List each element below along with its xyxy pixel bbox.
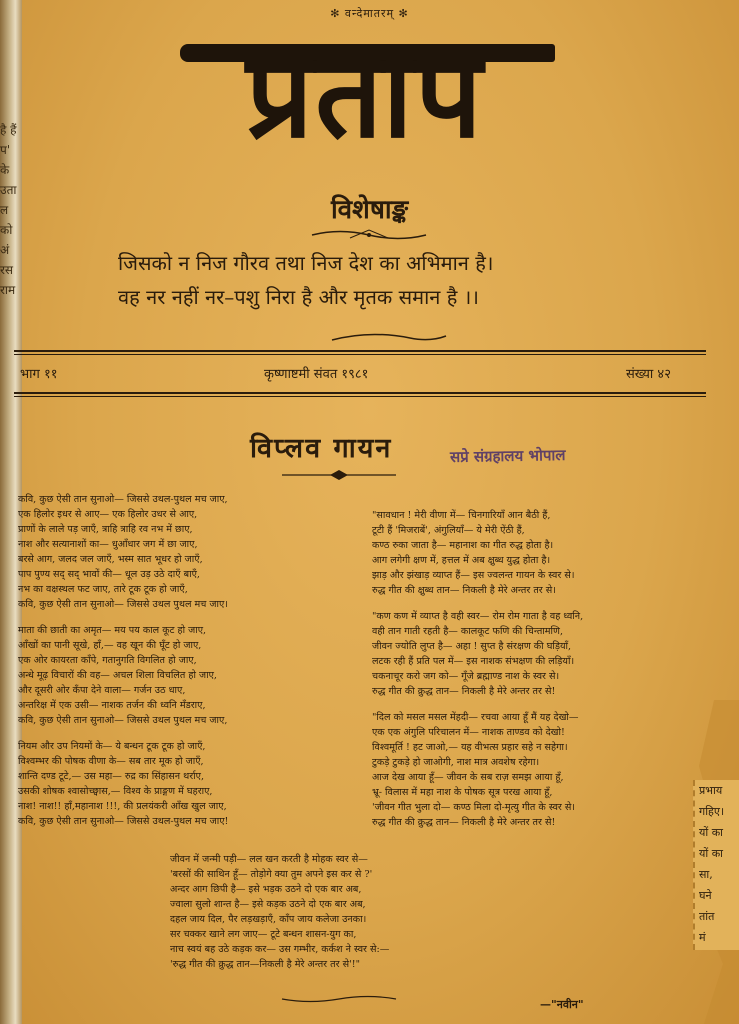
poem-line: "सावधान ! मेरी वीणा में— चिनगारियाँ आन बैठी हैं, [372, 510, 551, 521]
poem-line: कवि, कुछ ऐसी तान सुनाओ— जिससे उथल पुथल मच जाए, [18, 715, 228, 726]
next-page-text: तांत [699, 910, 715, 923]
poem-line: अन्तरिक्ष में एक उसी— नाशक तर्जन की ध्वनि मँडराए, [18, 700, 206, 711]
title-underline-ornament-icon [280, 466, 398, 484]
poem-line: रुद्ध गीत की क्रुद्ध तान— निकली है मेरे अन्तर तर से! [372, 686, 556, 697]
next-page-text: सा, [699, 868, 713, 881]
poem-left-column [18, 492, 228, 840]
poem-line: कवि, कुछ ऐसी तान सुनाओ— जिससे उथल-पुथल मच जाए! [18, 816, 229, 827]
poem-line: कवि, कुछ ऐसी तान सुनाओ— जिससे उथल पुथल मच जाए। [18, 599, 228, 610]
top-rule [14, 350, 706, 352]
poem-line: विश्वम्भर की पोषक वीणा के— सब तार मूक हो जाएँ, [18, 756, 204, 767]
poem-line: एक एक अंगुलि परिचालन में— नाशक ताण्डव को देखो! [372, 727, 565, 738]
stanza [18, 623, 228, 728]
poem-line: टूटी हैं 'मिजराबें', अंगुलियाँ— ये मेरी ऐंठी हैं, [372, 525, 525, 536]
poem-author: —"नवीन" [540, 998, 584, 1011]
poem-line: 'जीवन गीत भुला दो— कण्ठ मिला दो-मृत्यु गीत के स्वर से। [372, 802, 575, 813]
next-page-text: यों का [699, 847, 724, 860]
next-page-text: गहिए। [699, 805, 725, 818]
poem-line: टुकड़े टुकड़े हो जाओगी, नाश मात्र अवशेष रहेगा। [372, 757, 540, 768]
poem-line: ज्वाला सुलो शान्त है— इसे कड़क उठने दो एक बार अब, [170, 899, 366, 910]
poem-line: नाश और सत्यानाशों का— धुआँधार जग में छा जाए, [18, 539, 198, 550]
stanza [372, 609, 583, 699]
poem-line: अन्धे मूढ़ विचारों की वह— अचल शिला विचलित हो जाए, [18, 670, 217, 681]
poem-line: जीवन में जन्मी पड़ी— लल खन करती है मोहक स्वर से— [170, 854, 368, 865]
poem-line: झाड़ और झंखाड़ व्याप्त हैं— इस ज्वलन्त गायन के स्वर से। [372, 570, 575, 581]
ornament-swash-icon [330, 330, 448, 348]
prev-page-text: रस [0, 263, 14, 277]
end-ornament-icon [280, 990, 398, 1008]
special-issue-label: विशेषाङ्क [330, 195, 409, 225]
issue-date: कृष्णाष्टमी संवत १९८१ [264, 367, 369, 382]
poem-line: नाच स्वयं बह उठे कड़क कर— उस गम्भीर, कर्कश ने स्वर से:— [170, 944, 390, 955]
poem-line: भ्रू- विलास में महा नाश के पोषक सूत्र परख आया हूँ, [372, 787, 553, 798]
poem-line: दहल जाय दिल, पैर लड़खड़ाएँ, काँप जाय कलेजा उनका। [170, 914, 367, 925]
poem-line: आग लगेगी क्षण में, हत्तल में अब क्षुब्ध युद्ध होता है। [372, 555, 551, 566]
poem-line: कवि, कुछ ऐसी तान सुनाओ— जिससे उथल-पुथल मच जाए, [18, 494, 228, 505]
prev-page-text: राम [0, 283, 16, 297]
poem-line: शान्ति दण्ड टूटे,— उस महा— रुद्र का सिंहासन थर्राए, [18, 771, 205, 782]
poem-line: 'बरसों की साथिन हूँ— तोड़ोगे क्या तुम अपने इस कर से ?' [170, 869, 373, 880]
poem-line: एक ओर कायरता काँपे, गतानुगति विगलित हो जाए, [18, 655, 197, 666]
stanza [18, 492, 228, 612]
motto-line-2: वह नर नहीं नर–पशु निरा है और मृतक समान है ।। [118, 285, 479, 309]
poem-line: एक हिलोर इधर से आए— एक हिलोर उधर से आए, [18, 509, 198, 520]
prev-page-text: उता [0, 183, 17, 197]
prev-page-text: अं [0, 243, 10, 257]
poem-line: पाप पुण्य सद् सद् भावों की— धूल उड़ उठे दाएँ बाएँ, [18, 569, 200, 580]
bottom-rule [14, 392, 706, 394]
poem-closing-stanza [170, 852, 389, 972]
poem-line: आँखों का पानी सूखे, हाँ,— वह खून की घूँट हो जाए, [18, 640, 202, 651]
poem-line: जीवन ज्योति लुप्त है— अहा ! सुप्त है संरक्षण की घड़ियाँ, [372, 641, 572, 652]
stanza [18, 739, 228, 829]
poem-line: नाश! नाश!! हाँ,महानाश !!!, की प्रलयंकरी आँख खुल जाए, [18, 801, 227, 812]
masthead-title: प्रताप [246, 26, 484, 164]
library-stamp: सप्रे संग्रहालय भोपाल [449, 445, 566, 467]
poem-line: अन्दर आग छिपी है— इसे भड़क उठने दो एक बार अब, [170, 884, 362, 895]
stanza [372, 508, 583, 598]
poem-line: माता की छाती का अमृत— मय पय काल कूट हो जाए, [18, 625, 207, 636]
stanza [372, 710, 583, 830]
issue-info-line [14, 360, 706, 386]
poem-line: "कण कण में व्याप्त है वही स्वर— रोम रोम गाता है वह ध्वनि, [372, 611, 584, 622]
poem-line: बरसे आग, जलद जल जाएँ, भस्म सात भूधर हो जाएँ, [18, 554, 203, 565]
poem-line: उसकी शोषक श्वासोच्छ्वास,— विश्व के प्राङ्गण में घहराए, [18, 786, 213, 797]
poem-line: आज देख आया हूँ— जीवन के सब राज़ समझ आया हूँ, [372, 772, 564, 783]
poem-line: लटक रही हैं प्रति पल में— इस नाशक संभक्षण की लड़ियाँ। [372, 656, 575, 667]
poem-title: विप्लव गायन [250, 433, 393, 464]
poem-line: रुद्ध गीत की क्षुब्ध तान— निकली है मेरे अन्तर तर से। [372, 585, 556, 596]
poem-line: रुद्ध गीत की क्रुद्ध तान— निकली है मेरे अन्तर तर से! [372, 817, 556, 828]
top-rule-thin [14, 354, 706, 355]
poem-line: और दूसरी ओर कँपा देने वाला— गर्जन उठ धाए, [18, 685, 186, 696]
next-page-text: प्रभाय [699, 784, 723, 797]
poem-line: "दिल को मसल मसल मेंहदी— रचवा आया हूँ मैं यह देखो— [372, 712, 579, 723]
issue-part: भाग ११ [20, 367, 58, 382]
prev-page-text: प' के [0, 143, 11, 177]
poem-right-column [372, 508, 583, 841]
issue-number: संख्या ४२ [626, 367, 671, 382]
ornament-flourish-icon [310, 226, 428, 244]
next-page-fragment [693, 780, 739, 950]
vande-mataram-header: ✻ वन्देमातरम् ✻ [330, 7, 409, 20]
prev-page-text: है हैं [0, 123, 17, 137]
prev-page-text: ल को [0, 203, 13, 237]
poem-line: नभ का वक्षस्थल फट जाए, तारे टूक टूक हो जाएँ, [18, 584, 188, 595]
motto-line-1: जिसको न निज गौरव तथा निज देश का अभिमान है। [118, 251, 494, 275]
next-page-text: मं [699, 931, 706, 944]
poem-line: विश्वमूर्ति ! हट जाओ,— यह वीभत्स प्रहार सहे न सहेगा। [372, 742, 568, 753]
poem-line: सर चक्कर खाने लग जाए— टूटे बन्धन शासन-युग का, [170, 929, 357, 940]
poem-line: नियम और उप नियमों के— ये बन्धन टूक टूक हो जाएँ, [18, 741, 206, 752]
poem-line: वही तान गाती रहती है— कालकूट फणि की चिन्तामणि, [372, 626, 564, 637]
poem-line: 'रुद्ध गीत की क्रुद्ध तान—निकली है मेरे अन्तर तर से'!" [170, 959, 360, 970]
bottom-rule-thin [14, 396, 706, 397]
poem-line: चकनाचूर करो जग को— गूँजे ब्रह्माण्ड नाश के स्वर से। [372, 671, 560, 682]
poem-line: कण्ठ रुका जाता है— महानाश का गीत रुद्ध होता है। [372, 540, 554, 551]
next-page-text: घने [699, 889, 712, 902]
poem-line: प्राणों के लाले पड़ जाएँ, त्राहि त्राहि रव नभ में छाए, [18, 524, 193, 535]
next-page-text: यों का [699, 826, 724, 839]
